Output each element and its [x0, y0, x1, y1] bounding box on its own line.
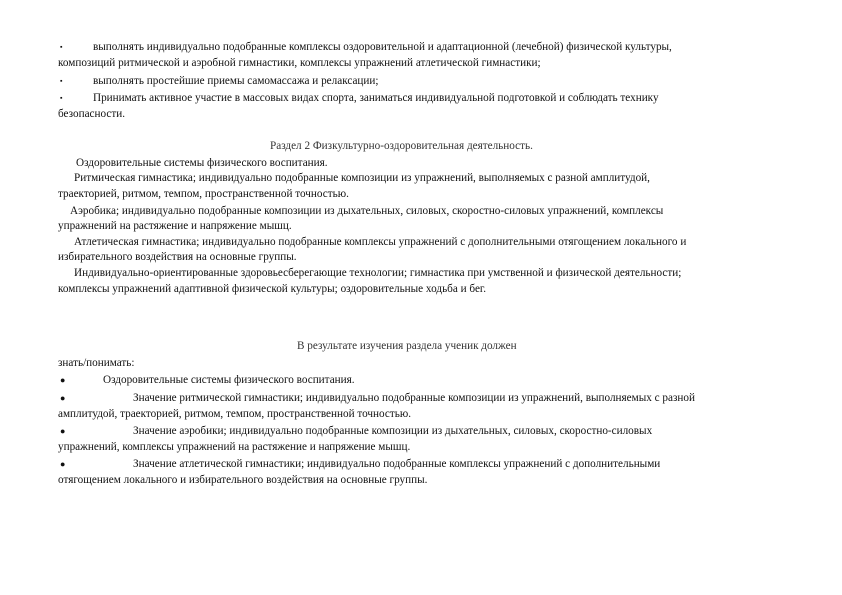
square-bullet-icon: ▪ — [60, 77, 63, 85]
paragraph-line: Аэробика; индивидуально подобранные композиции из дыхательных, силовых, скоростно-силовых упражнений, комплексы — [70, 205, 664, 217]
result-item-line: отягощением локального и избирательного воздействия на основные группы. — [58, 474, 428, 486]
list-item-line: выполнять индивидуально подобранные комплексы оздоровительной и адаптационной (лечебной) физической культуры, — [93, 41, 672, 53]
round-bullet-icon: ● — [60, 459, 66, 469]
paragraph-line: Оздоровительные системы физического воспитания. — [76, 157, 328, 169]
result-item-line: Оздоровительные системы физического воспитания. — [103, 374, 355, 386]
paragraph-line: упражнений на растяжение и напряжение мышц. — [58, 220, 292, 232]
result-item-line: Значение атлетической гимнастики; индивидуально подобранные комплексы упражнений с дополнительными — [133, 458, 661, 470]
list-item-line: безопасности. — [58, 108, 126, 120]
result-item-line: упражнений, комплексы упражнений на растяжение и напряжение мышц. — [58, 441, 411, 453]
paragraph-line: Атлетическая гимнастика; индивидуально подобранные комплексы упражнений с дополнительными отягощением локального и — [74, 236, 687, 248]
result-item-line: амплитудой, траекторией, ритмом, темпом, пространственной точностью. — [58, 408, 412, 420]
paragraph-line: Индивидуально-ориентированные здоровьесберегающие технологии; гимнастика при умственной и физической деятельности; — [74, 267, 682, 279]
result-item-line: Значение ритмической гимнастики; индивидуально подобранные композиции из упражнений, выполняемых с разной — [133, 392, 695, 404]
square-bullet-icon: ▪ — [60, 94, 63, 102]
round-bullet-icon: ● — [60, 426, 66, 436]
list-item-line: Принимать активное участие в массовых видах спорта, заниматься индивидуальной подготовкой и соблюдать технику — [93, 92, 659, 104]
square-bullet-icon: ▪ — [60, 43, 63, 51]
list-item-line: выполнять простейшие приемы самомассажа и релаксации; — [93, 75, 379, 87]
round-bullet-icon: ● — [60, 393, 66, 403]
results-subheading: знать/понимать: — [58, 357, 135, 369]
list-item-line: композиций ритмической и аэробной гимнастики, комплексы упражнений атлетической гимнастики; — [58, 57, 541, 69]
paragraph-line: траекторией, ритмом, темпом, пространственной точностью. — [58, 188, 349, 200]
section-title: Раздел 2 Физкультурно-оздоровительная деятельность. — [270, 140, 533, 152]
paragraph-line: избирательного воздействия на основные группы. — [58, 251, 297, 263]
round-bullet-icon: ● — [60, 375, 66, 385]
paragraph-line: Ритмическая гимнастика; индивидуально подобранные композиции из упражнений, выполняемых с разной амплитудой, — [74, 172, 650, 184]
results-heading: В результате изучения раздела ученик должен — [297, 340, 517, 352]
result-item-line: Значение аэробики; индивидуально подобранные композиции из дыхательных, силовых, скоростно-силовых — [133, 425, 653, 437]
paragraph-line: комплексы упражнений адаптивной физической культуры; оздоровительные ходьба и бег. — [58, 283, 487, 295]
